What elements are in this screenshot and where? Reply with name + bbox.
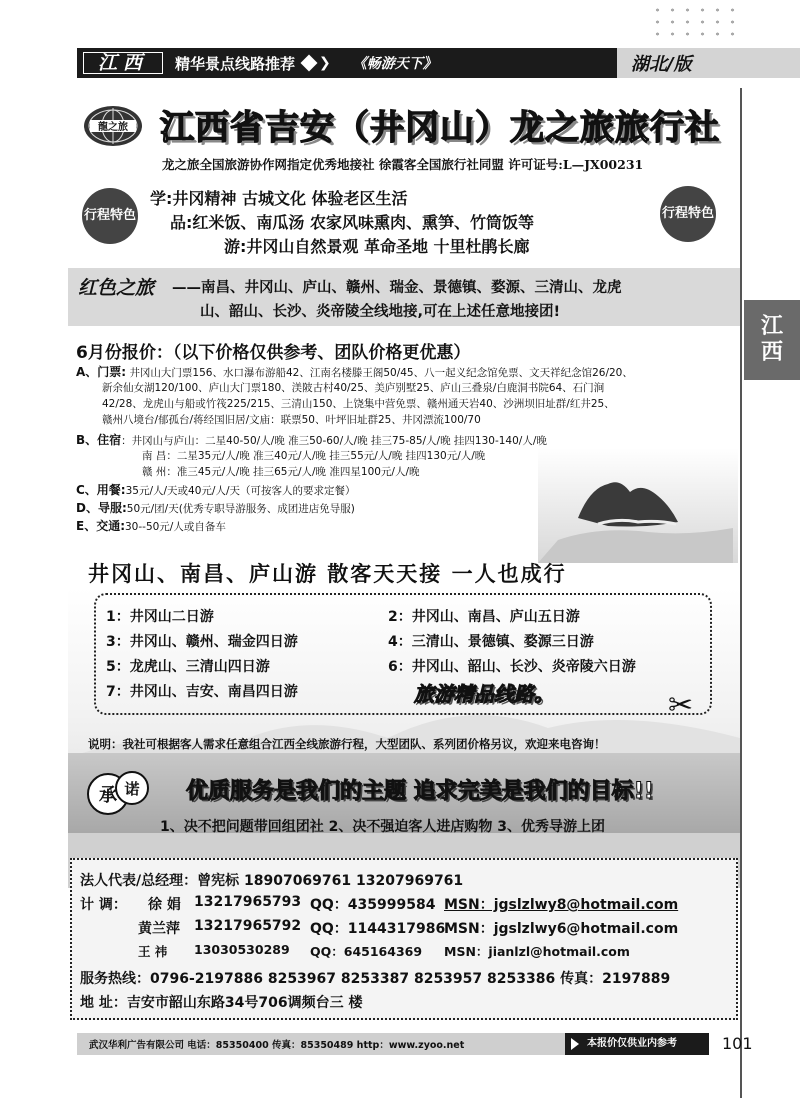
transport-label: E、交通: <box>76 519 125 533</box>
decorative-dot-grid <box>650 4 740 44</box>
general-manager: 法人代表/总经理：曾宪标 18907069761 13207969761 <box>80 873 464 889</box>
region-title: 江西 <box>83 52 163 74</box>
side-tab <box>744 300 800 380</box>
badge-char: 特 <box>110 208 124 223</box>
transport-row <box>76 519 226 534</box>
magazine-title: 《畅游天下》 <box>352 56 437 72</box>
address: 地 址：吉安市韶山东路34号706调频台三 楼 <box>80 995 363 1011</box>
play-arrow-icon <box>571 1038 579 1050</box>
page-divider <box>740 88 742 1098</box>
planner-qq: QQ：435999584 <box>310 897 436 913</box>
red-tour-line-2: 山、韶山、长沙、炎帝陵全线地接,可在上述任意地接团! <box>200 304 561 320</box>
section-header <box>77 48 800 78</box>
tickets-label: A、门票: <box>76 365 127 379</box>
route-slogan: 旅游精品线路。 <box>414 682 554 706</box>
lodging-text: ：井冈山与庐山：二星40-50/人/晚 准三50-60/人/晚 挂三75-85/人/晚 挂四130-140/人/晚 <box>121 435 547 447</box>
agency-header <box>68 88 740 184</box>
promise-badge <box>86 764 150 824</box>
route-item: 3：井冈山、赣州、瑞金四日游 <box>106 634 298 650</box>
planner-qq: QQ：645164369 <box>310 944 423 959</box>
promise-title: 优质服务是我们的主题 追求完美是我们的目标!! <box>186 779 654 804</box>
contact-box <box>70 858 738 1020</box>
route-item: 4：三清山、景德镇、婺源三日游 <box>388 634 594 650</box>
planner-msn[interactable]: MSN：jgslzlwy6@hotmail.com <box>444 921 679 937</box>
planner-phone: 13217965793 <box>194 894 302 910</box>
feature-badge-left <box>82 188 138 244</box>
badge-char: 程 <box>674 206 688 221</box>
guide-row <box>76 501 355 516</box>
route-item: 2：井冈山、南昌、庐山五日游 <box>388 609 580 625</box>
feature-line-study: 学:井冈精神 古城文化 体验老区生活 <box>150 189 408 208</box>
section-header-left <box>77 48 617 78</box>
chevron-right-icon: ❯ <box>319 55 331 71</box>
planner-name: 王 祎 <box>138 944 168 959</box>
tickets-text: 42/28、龙虎山与船或竹筏225/215、三清山150、上饶集中营免票、赣州通天岩40、沙洲坝旧址群/红井25、 <box>102 398 615 410</box>
advert-panel <box>68 88 740 1028</box>
dragon-globe-logo-icon <box>82 104 144 148</box>
tickets-text: 新余仙女湖120/100、庐山大门票180、渼陂古村40/25、美庐别墅25、庐山三叠泉/白鹿洞书院64、石门涧 <box>102 382 605 394</box>
tickets-text: 赣州八境台/郁孤台/蒋经国旧居/文庙：联票50、叶坪旧址群25、井冈漂流100/70 <box>102 414 481 426</box>
lodging-text: 赣 州：准三45元/人/晚 挂三65元/人/晚 准四星100元/人/晚 <box>142 466 420 478</box>
lodging-label: B、住宿 <box>76 433 122 447</box>
transport-text: 30--50元/人或自备车 <box>125 521 226 533</box>
badge-char: 程 <box>96 208 110 223</box>
tour-features <box>68 182 740 268</box>
guide-text: 50元/团/天(优秀专职导游服务、成团进店免导服) <box>126 503 355 515</box>
guide-label: D、导服: <box>76 501 127 515</box>
feature-line-tour: 游:井冈山自然景观 革命圣地 十里杜鹃长廊 <box>224 237 530 256</box>
promise-badge-char: 承 <box>99 785 117 806</box>
pricing-title: 6月份报价：（以下价格仅供参考、团队价格更优惠） <box>76 343 471 363</box>
feature-line-taste: 品:红米饭、南瓜汤 农家风味熏肉、熏笋、竹筒饭等 <box>170 213 534 232</box>
footer-disclaimer-text: 本报价仅供业内参考 <box>587 1038 677 1049</box>
mountain-photo <box>538 448 738 563</box>
logo-text: 龍之旅 <box>98 122 128 133</box>
footer-publisher: 武汉华利广告有限公司 电话：85350400 传真：85350489 http：www.zyoo.net <box>89 1040 465 1051</box>
tickets-row <box>76 365 633 380</box>
daily-departure-banner: 井冈山、南昌、庐山游 散客天天接 一人也成行 <box>88 561 567 586</box>
planner-msn[interactable]: MSN：jianlzl@hotmail.com <box>444 944 630 959</box>
red-tour-line-1: ——南昌、井冈山、庐山、赣州、瑞金、景德镇、婺源、三清山、龙虎 <box>172 280 622 296</box>
badge-char: 行 <box>661 206 675 221</box>
planner-label: 计 调： <box>80 897 127 913</box>
lodging-text: 南 昌：二星35元/人/晚 准三40元/人/晚 挂三55元/人/晚 挂四130元/人/晚 <box>142 450 486 462</box>
planner-phone: 13030530289 <box>194 942 290 957</box>
route-item: 6：井冈山、韶山、长沙、炎帝陵六日游 <box>388 659 636 675</box>
meals-text: 35元/人/天或40元/人/天（可按客人的要求定餐） <box>125 485 356 497</box>
side-tab-char: 西 <box>760 340 783 365</box>
tickets-text: 井冈山大门票156、水口瀑布游船42、江南名楼滕王阁50/45、八一起义纪念馆免票、文天祥纪念馆26/20、 <box>129 367 633 379</box>
planner-qq: QQ：1144317986 <box>310 921 446 937</box>
itinerary-note: 说明：我社可根据客人需求任意组合江西全线旅游行程，大型团队、系列团价格另议，欢迎来电咨询！ <box>88 737 606 751</box>
footer-disclaimer <box>565 1033 709 1055</box>
diamond-icon <box>301 55 318 72</box>
badge-char: 特 <box>688 206 702 221</box>
side-tab-char: 江 <box>760 314 783 339</box>
page-footer <box>77 1033 709 1055</box>
edition-label: 湖北/版 <box>617 48 800 78</box>
badge-char: 色 <box>701 206 715 221</box>
planner-name: 徐 娟 <box>148 897 181 913</box>
red-tour-label: 红色之旅 <box>78 277 155 299</box>
meals-row <box>76 483 355 498</box>
route-item: 1：井冈山二日游 <box>106 609 214 625</box>
planner-phone: 13217965792 <box>194 918 302 934</box>
meals-label: C、用餐: <box>76 483 126 497</box>
page-number: 101 <box>722 1034 753 1053</box>
series-title: 精华景点线路推荐 <box>175 54 296 73</box>
badge-char: 行 <box>83 208 97 223</box>
agency-name: 江西省吉安（井冈山）龙之旅旅行社 <box>160 108 720 148</box>
service-hotline: 服务热线：0796-2197886 8253967 8253387 8253957 8253386 传真：2197889 <box>80 971 671 987</box>
lodging-row <box>76 433 547 448</box>
promise-items: 1、决不把问题带回组团社 2、决不强迫客人进店购物 3、优秀导游上团 <box>160 819 605 835</box>
red-tour-section <box>68 268 740 326</box>
route-item: 5：龙虎山、三清山四日游 <box>106 659 270 675</box>
agency-subtitle: 龙之旅全国旅游协作网指定优秀地接社 徐霞客全国旅行社同盟 许可证号:L—JX00231 <box>162 157 644 172</box>
route-item: 7：井冈山、吉安、南昌四日游 <box>106 684 298 700</box>
planner-name: 黄兰萍 <box>138 921 180 937</box>
planner-msn[interactable]: MSN：jgslzlwy8@hotmail.com <box>444 897 679 913</box>
badge-char: 色 <box>123 208 137 223</box>
feature-badge-right <box>660 186 716 242</box>
promise-badge-char: 诺 <box>124 780 140 798</box>
scissors-icon: ✂ <box>668 688 694 723</box>
